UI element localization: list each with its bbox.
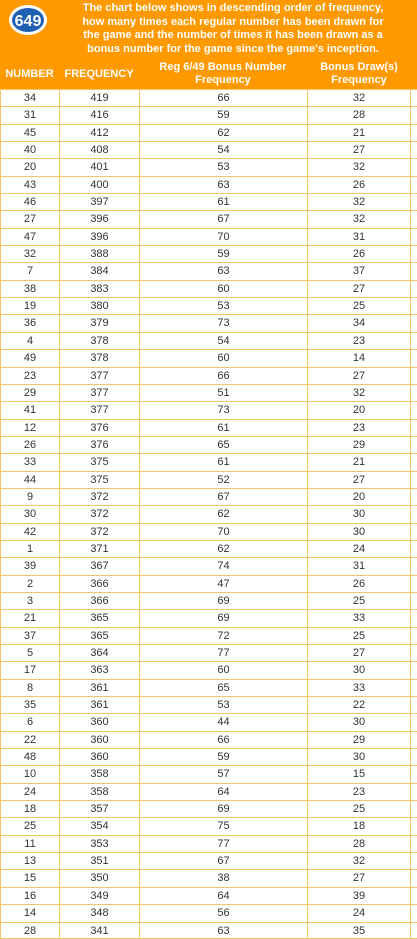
number-cell: 21 <box>0 610 59 626</box>
bonus-draws-frequency-cell: 25 <box>307 298 411 314</box>
bonus-number-frequency-cell: 62 <box>139 541 307 557</box>
bonus-number-frequency-cell: 38 <box>139 870 307 886</box>
bonus-draws-frequency-cell: 26 <box>307 177 411 193</box>
number-cell: 16 <box>0 888 59 904</box>
bonus-draws-frequency-cell: 35 <box>307 923 411 938</box>
table-row <box>0 835 417 852</box>
frequency-cell: 377 <box>59 385 139 401</box>
table-row <box>0 887 417 904</box>
table-row <box>0 661 417 678</box>
bonus-number-frequency-cell: 67 <box>139 853 307 869</box>
table-row <box>0 210 417 227</box>
bonus-number-frequency-cell: 59 <box>139 246 307 262</box>
table-row <box>0 679 417 696</box>
table-row <box>0 349 417 366</box>
number-cell: 9 <box>0 489 59 505</box>
number-cell: 10 <box>0 766 59 782</box>
bonus-draws-frequency-cell: 28 <box>307 836 411 852</box>
table-row <box>0 245 417 262</box>
frequency-cell: 364 <box>59 645 139 661</box>
bonus-number-frequency-cell: 53 <box>139 298 307 314</box>
bonus-number-frequency-cell: 60 <box>139 662 307 678</box>
bonus-number-frequency-cell: 61 <box>139 194 307 210</box>
intro-line: bonus number for the game since the game's inception. <box>87 42 379 55</box>
frequency-cell: 383 <box>59 281 139 297</box>
bonus-number-frequency-cell: 54 <box>139 333 307 349</box>
frequency-cell: 354 <box>59 818 139 834</box>
table-row <box>0 401 417 418</box>
bonus-number-frequency-cell: 52 <box>139 472 307 488</box>
number-cell: 35 <box>0 697 59 713</box>
frequency-cell: 419 <box>59 90 139 106</box>
frequency-cell: 375 <box>59 454 139 470</box>
intro-line: The chart below shows in descending order of frequency, <box>82 2 384 14</box>
number-cell: 1 <box>0 541 59 557</box>
table-row <box>0 262 417 279</box>
bonus-draws-frequency-cell: 25 <box>307 801 411 817</box>
bonus-number-frequency-cell: 56 <box>139 905 307 921</box>
table-row <box>0 419 417 436</box>
bonus-draws-frequency-cell: 30 <box>307 506 411 522</box>
bonus-number-frequency-cell: 69 <box>139 801 307 817</box>
bonus-draws-frequency-cell: 28 <box>307 107 411 123</box>
bonus-draws-frequency-cell: 31 <box>307 558 411 574</box>
column-header-number: NUMBER <box>5 68 54 80</box>
bonus-draws-frequency-cell: 27 <box>307 281 411 297</box>
bonus-number-frequency-cell: 62 <box>139 506 307 522</box>
frequency-cell: 384 <box>59 263 139 279</box>
frequency-cell: 360 <box>59 714 139 730</box>
bonus-draws-frequency-cell: 20 <box>307 489 411 505</box>
bonus-number-frequency-cell: 69 <box>139 593 307 609</box>
bonus-number-frequency-cell: 65 <box>139 437 307 453</box>
table-row <box>0 731 417 748</box>
table-row <box>0 765 417 782</box>
number-cell: 34 <box>0 90 59 106</box>
bonus-number-frequency-cell: 77 <box>139 645 307 661</box>
bonus-number-frequency-cell: 54 <box>139 142 307 158</box>
frequency-cell: 358 <box>59 766 139 782</box>
bonus-number-frequency-cell: 60 <box>139 281 307 297</box>
frequency-cell: 349 <box>59 888 139 904</box>
frequency-cell: 378 <box>59 350 139 366</box>
bonus-number-frequency-cell: 73 <box>139 402 307 418</box>
number-cell: 19 <box>0 298 59 314</box>
frequency-cell: 372 <box>59 524 139 540</box>
table-row <box>0 713 417 730</box>
frequency-cell: 350 <box>59 870 139 886</box>
frequency-cell: 360 <box>59 749 139 765</box>
frequency-cell: 367 <box>59 558 139 574</box>
number-cell: 13 <box>0 853 59 869</box>
frequency-cell: 372 <box>59 506 139 522</box>
number-cell: 44 <box>0 472 59 488</box>
column-header-frequency: FREQUENCY <box>64 68 134 80</box>
frequency-cell: 365 <box>59 610 139 626</box>
bonus-number-frequency-cell: 64 <box>139 784 307 800</box>
bonus-draws-frequency-cell: 33 <box>307 610 411 626</box>
table-row <box>0 575 417 592</box>
bonus-draws-frequency-cell: 31 <box>307 229 411 245</box>
bonus-number-frequency-cell: 75 <box>139 818 307 834</box>
table-row <box>0 106 417 123</box>
frequency-cell: 377 <box>59 368 139 384</box>
table-row <box>0 471 417 488</box>
bonus-number-frequency-cell: 66 <box>139 90 307 106</box>
number-cell: 38 <box>0 281 59 297</box>
number-cell: 17 <box>0 662 59 678</box>
bonus-number-frequency-cell: 74 <box>139 558 307 574</box>
frequency-cell: 416 <box>59 107 139 123</box>
number-cell: 5 <box>0 645 59 661</box>
number-cell: 42 <box>0 524 59 540</box>
column-header-bonus-number-frequency: Reg 6/49 Bonus Number Frequency <box>159 61 287 86</box>
number-cell: 11 <box>0 836 59 852</box>
bonus-number-frequency-cell: 66 <box>139 732 307 748</box>
number-cell: 31 <box>0 107 59 123</box>
table-row <box>0 696 417 713</box>
table-row <box>0 384 417 401</box>
bonus-draws-frequency-cell: 29 <box>307 437 411 453</box>
bonus-draws-frequency-cell: 21 <box>307 125 411 141</box>
frequency-cell: 363 <box>59 662 139 678</box>
bonus-draws-frequency-cell: 14 <box>307 350 411 366</box>
number-cell: 46 <box>0 194 59 210</box>
number-cell: 32 <box>0 246 59 262</box>
table-row <box>0 817 417 834</box>
bonus-draws-frequency-cell: 32 <box>307 194 411 210</box>
table-row <box>0 644 417 661</box>
number-cell: 12 <box>0 420 59 436</box>
frequency-cell: 377 <box>59 402 139 418</box>
number-cell: 27 <box>0 211 59 227</box>
bonus-draws-frequency-cell: 18 <box>307 818 411 834</box>
bonus-number-frequency-cell: 59 <box>139 749 307 765</box>
number-cell: 7 <box>0 263 59 279</box>
frequency-cell: 388 <box>59 246 139 262</box>
bonus-number-frequency-cell: 62 <box>139 125 307 141</box>
number-cell: 26 <box>0 437 59 453</box>
bonus-number-frequency-cell: 59 <box>139 107 307 123</box>
bonus-draws-frequency-cell: 24 <box>307 541 411 557</box>
bonus-draws-frequency-cell: 26 <box>307 246 411 262</box>
bonus-number-frequency-cell: 73 <box>139 315 307 331</box>
frequency-cell: 376 <box>59 420 139 436</box>
frequency-cell: 396 <box>59 229 139 245</box>
number-cell: 14 <box>0 905 59 921</box>
frequency-cell: 397 <box>59 194 139 210</box>
table-row <box>0 488 417 505</box>
bonus-number-frequency-cell: 72 <box>139 628 307 644</box>
frequency-cell: 366 <box>59 593 139 609</box>
table-row <box>0 280 417 297</box>
svg-text:649: 649 <box>14 13 42 30</box>
bonus-number-frequency-cell: 57 <box>139 766 307 782</box>
bonus-draws-frequency-cell: 39 <box>307 888 411 904</box>
table-row <box>0 627 417 644</box>
table-header-row <box>0 60 417 89</box>
bonus-number-frequency-cell: 44 <box>139 714 307 730</box>
number-cell: 25 <box>0 818 59 834</box>
table-row <box>0 158 417 175</box>
number-cell: 2 <box>0 576 59 592</box>
table-row <box>0 557 417 574</box>
number-cell: 40 <box>0 142 59 158</box>
bonus-number-frequency-cell: 61 <box>139 420 307 436</box>
number-cell: 37 <box>0 628 59 644</box>
table-row <box>0 922 417 939</box>
bonus-number-frequency-cell: 47 <box>139 576 307 592</box>
bonus-draws-frequency-cell: 37 <box>307 263 411 279</box>
frequency-cell: 400 <box>59 177 139 193</box>
frequency-cell: 361 <box>59 680 139 696</box>
bonus-number-frequency-cell: 77 <box>139 836 307 852</box>
bonus-number-frequency-cell: 67 <box>139 489 307 505</box>
frequency-cell: 376 <box>59 437 139 453</box>
bonus-draws-frequency-cell: 29 <box>307 732 411 748</box>
number-cell: 49 <box>0 350 59 366</box>
table-row <box>0 904 417 921</box>
frequency-cell: 365 <box>59 628 139 644</box>
bonus-number-frequency-cell: 67 <box>139 211 307 227</box>
frequency-cell: 357 <box>59 801 139 817</box>
number-cell: 29 <box>0 385 59 401</box>
table-row <box>0 609 417 626</box>
number-cell: 45 <box>0 125 59 141</box>
frequency-cell: 396 <box>59 211 139 227</box>
table-row <box>0 748 417 765</box>
number-cell: 39 <box>0 558 59 574</box>
bonus-draws-frequency-cell: 30 <box>307 714 411 730</box>
bonus-draws-frequency-cell: 30 <box>307 662 411 678</box>
number-cell: 43 <box>0 177 59 193</box>
bonus-draws-frequency-cell: 20 <box>307 402 411 418</box>
header-banner <box>0 0 417 60</box>
bonus-number-frequency-cell: 70 <box>139 524 307 540</box>
number-cell: 18 <box>0 801 59 817</box>
table-row <box>0 193 417 210</box>
frequency-cell: 412 <box>59 125 139 141</box>
bonus-draws-frequency-cell: 32 <box>307 385 411 401</box>
frequency-cell: 366 <box>59 576 139 592</box>
bonus-draws-frequency-cell: 32 <box>307 211 411 227</box>
bonus-number-frequency-cell: 60 <box>139 350 307 366</box>
frequency-cell: 375 <box>59 472 139 488</box>
frequency-cell: 348 <box>59 905 139 921</box>
frequency-cell: 379 <box>59 315 139 331</box>
table-row <box>0 124 417 141</box>
intro-line: how many times each regular number has been drawn for <box>82 15 384 28</box>
bonus-number-frequency-cell: 63 <box>139 177 307 193</box>
frequency-cell: 401 <box>59 159 139 175</box>
frequency-cell: 360 <box>59 732 139 748</box>
column-header-bonus-draws-frequency: Bonus Draw(s) Frequency <box>320 61 398 86</box>
bonus-draws-frequency-cell: 32 <box>307 159 411 175</box>
table-row <box>0 332 417 349</box>
number-cell: 48 <box>0 749 59 765</box>
number-cell: 15 <box>0 870 59 886</box>
number-cell: 24 <box>0 784 59 800</box>
number-cell: 30 <box>0 506 59 522</box>
table-row <box>0 228 417 245</box>
frequency-cell: 351 <box>59 853 139 869</box>
frequency-cell: 371 <box>59 541 139 557</box>
bonus-draws-frequency-cell: 23 <box>307 420 411 436</box>
bonus-draws-frequency-cell: 27 <box>307 472 411 488</box>
table-row <box>0 800 417 817</box>
bonus-draws-frequency-cell: 32 <box>307 853 411 869</box>
number-cell: 41 <box>0 402 59 418</box>
frequency-table-body <box>0 89 417 939</box>
bonus-number-frequency-cell: 65 <box>139 680 307 696</box>
table-row <box>0 453 417 470</box>
bonus-number-frequency-cell: 69 <box>139 610 307 626</box>
table-row <box>0 89 417 106</box>
table-row <box>0 176 417 193</box>
bonus-draws-frequency-cell: 32 <box>307 90 411 106</box>
table-row <box>0 852 417 869</box>
number-cell: 20 <box>0 159 59 175</box>
table-row <box>0 783 417 800</box>
bonus-draws-frequency-cell: 30 <box>307 524 411 540</box>
intro-line: the game and the number of times it has been drawn as a <box>83 29 383 42</box>
number-cell: 33 <box>0 454 59 470</box>
frequency-cell: 353 <box>59 836 139 852</box>
bonus-number-frequency-cell: 63 <box>139 263 307 279</box>
number-cell: 6 <box>0 714 59 730</box>
lotto-649-logo-icon <box>8 4 48 36</box>
frequency-cell: 408 <box>59 142 139 158</box>
bonus-draws-frequency-cell: 30 <box>307 749 411 765</box>
table-row <box>0 314 417 331</box>
bonus-draws-frequency-cell: 33 <box>307 680 411 696</box>
bonus-number-frequency-cell: 63 <box>139 923 307 938</box>
bonus-number-frequency-cell: 61 <box>139 454 307 470</box>
number-cell: 28 <box>0 923 59 938</box>
number-cell: 36 <box>0 315 59 331</box>
number-cell: 8 <box>0 680 59 696</box>
frequency-cell: 358 <box>59 784 139 800</box>
bonus-draws-frequency-cell: 27 <box>307 645 411 661</box>
bonus-draws-frequency-cell: 23 <box>307 333 411 349</box>
number-cell: 22 <box>0 732 59 748</box>
number-cell: 3 <box>0 593 59 609</box>
bonus-draws-frequency-cell: 26 <box>307 576 411 592</box>
frequency-cell: 378 <box>59 333 139 349</box>
bonus-draws-frequency-cell: 25 <box>307 593 411 609</box>
bonus-draws-frequency-cell: 22 <box>307 697 411 713</box>
number-cell: 4 <box>0 333 59 349</box>
table-row <box>0 523 417 540</box>
table-row <box>0 540 417 557</box>
table-row <box>0 505 417 522</box>
bonus-draws-frequency-cell: 15 <box>307 766 411 782</box>
bonus-number-frequency-cell: 53 <box>139 697 307 713</box>
table-row <box>0 436 417 453</box>
bonus-number-frequency-cell: 53 <box>139 159 307 175</box>
table-row <box>0 297 417 314</box>
frequency-cell: 361 <box>59 697 139 713</box>
intro-text <box>54 2 412 56</box>
number-cell: 47 <box>0 229 59 245</box>
table-row <box>0 592 417 609</box>
bonus-draws-frequency-cell: 24 <box>307 905 411 921</box>
bonus-draws-frequency-cell: 27 <box>307 142 411 158</box>
bonus-draws-frequency-cell: 21 <box>307 454 411 470</box>
bonus-number-frequency-cell: 66 <box>139 368 307 384</box>
table-row <box>0 869 417 886</box>
bonus-draws-frequency-cell: 27 <box>307 368 411 384</box>
table-row <box>0 141 417 158</box>
frequency-cell: 380 <box>59 298 139 314</box>
frequency-cell: 372 <box>59 489 139 505</box>
frequency-cell: 341 <box>59 923 139 938</box>
bonus-number-frequency-cell: 64 <box>139 888 307 904</box>
bonus-draws-frequency-cell: 27 <box>307 870 411 886</box>
bonus-number-frequency-cell: 51 <box>139 385 307 401</box>
bonus-draws-frequency-cell: 25 <box>307 628 411 644</box>
bonus-draws-frequency-cell: 23 <box>307 784 411 800</box>
number-cell: 23 <box>0 368 59 384</box>
bonus-draws-frequency-cell: 34 <box>307 315 411 331</box>
table-row <box>0 367 417 384</box>
bonus-number-frequency-cell: 70 <box>139 229 307 245</box>
